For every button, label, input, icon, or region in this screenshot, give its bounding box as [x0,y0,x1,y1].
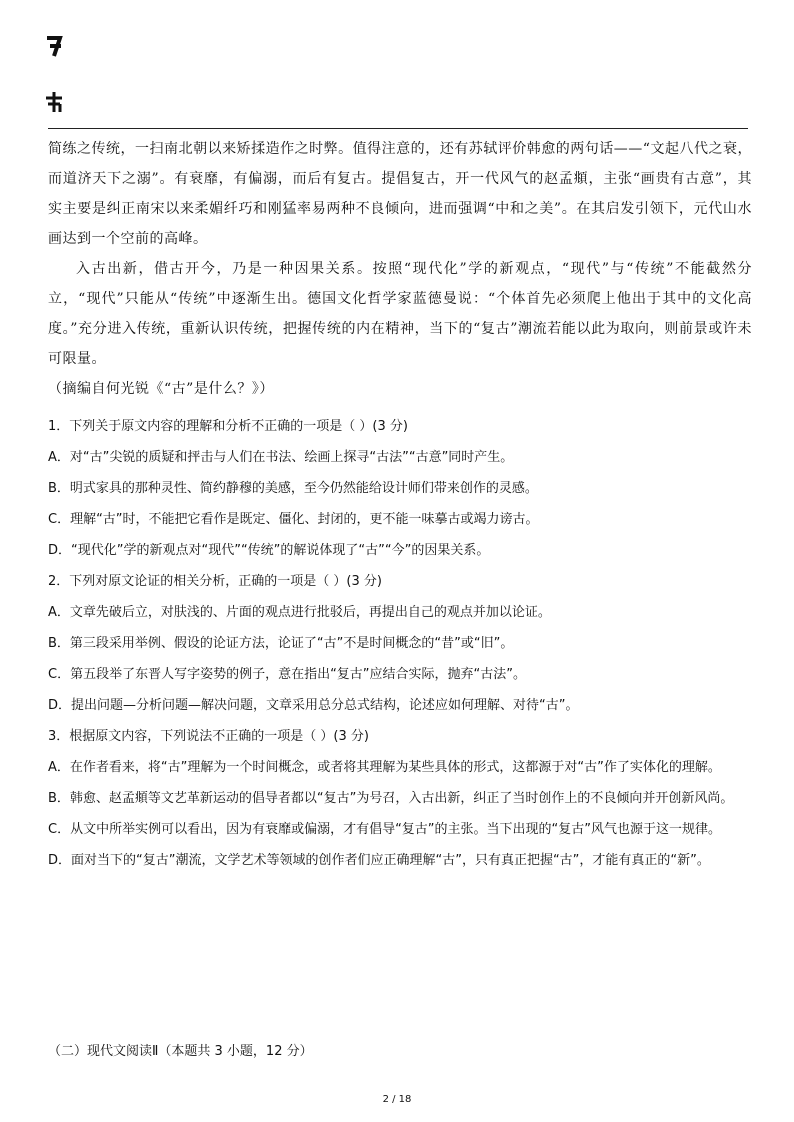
passage-paragraph: 简练之传统，一扫南北朝以来矫揉造作之时弊。值得注意的，还有苏轼评价韩愈的两句话——“文起八代之衰，而道济天下之溺”。有衰靡，有偏溺，而后有复古。提倡复古，开一代风气的赵孟頫，主张“画贵有古意”，其实主要是纠正南宋以来柔媚纤巧和刚猛率易两种不良倾向，进而强调“中和之美”。在其启发引领下，元代山水画达到一个空前的高峰。 [48,141,752,247]
passage-paragraph: 入古出新，借古开今，乃是一种因果关系。按照“现代化”学的新观点，“现代”与“传统”不能截然分立，“现代”只能从“传统”中逐渐生出。德国文化哲学家蓝德曼说：“个体首先必须爬上他出于其中的文化高度。”充分进入传统，重新认识传统，把握传统的内在精神，当下的“复古”潮流若能以此为取向，则前景或许未可限量。 [48,261,752,367]
question-option: A．在作者看来，将“古”理解为一个时间概念，或者将其理解为某些具体的形式，这都源于对“古”作了实体化的理解。 [48,760,721,775]
question-option: C．第五段举了东晋人写字姿势的例子，意在指出“复古”应结合实际，抛弃“古法”。 [48,667,527,682]
question-option: D．提出问题—分析问题—解决问题，文章采用总分总式结构，论述应如何理解、对待“古”。 [48,698,579,713]
question-option: D．“现代化”学的新观点对“现代”“传统”的解说体现了“古”“今”的因果关系。 [48,543,490,558]
question-option: A．文章先破后立，对肤浅的、片面的观点进行批驳后，再提出自己的观点并加以论证。 [48,605,551,620]
question-option: C．从文中所举实例可以看出，因为有衰靡或偏溺，才有倡导“复古”的主张。当下出现的“复古”风气也源于这一规律。 [48,822,722,837]
question-option: A．对“古”尖锐的质疑和抨击与人们在书法、绘画上探寻“古法”“古意”同时产生。 [48,450,514,465]
question-stem: 1．下列关于原文内容的理解和分析不正确的一项是（ ）(3 分) [48,419,408,434]
reading-passage [48,134,752,404]
question-option: C．理解“古”时，不能把它看作是既定、僵化、封闭的，更不能一味摹古或竭力谤古。 [48,512,539,527]
question-option: B．第三段采用举例、假设的论证方法，论证了“古”不是时间概念的“昔”或“旧”。 [48,636,514,651]
question-list [48,411,752,876]
header-logo-icon [44,32,64,116]
question-option: B．韩愈、赵孟頫等文艺革新运动的倡导者都以“复古”为号召，入古出新，纠正了当时创作上的不良倾向并开创新风尚。 [48,791,734,806]
question-option: D．面对当下的“复古”潮流，文学艺术等领域的创作者们应正确理解“古”，只有真正把握“古”，才能有真正的“新”。 [48,853,710,868]
question-option: B．明式家具的那种灵性、简约静穆的美感，至今仍然能给设计师们带来创作的灵感。 [48,481,538,496]
page-number: 2 / 18 [382,1094,412,1105]
header-rule [48,128,748,129]
passage-source: （摘编自何光锐《“古”是什么？》） [48,381,274,397]
section-heading: （二）现代文阅读Ⅱ（本题共 3 小题，12 分） [48,1044,313,1059]
question-stem: 3．根据原文内容，下列说法不正确的一项是（ ）(3 分) [48,729,369,744]
question-stem: 2．下列对原文论证的相关分析，正确的一项是（ ）(3 分) [48,574,382,589]
